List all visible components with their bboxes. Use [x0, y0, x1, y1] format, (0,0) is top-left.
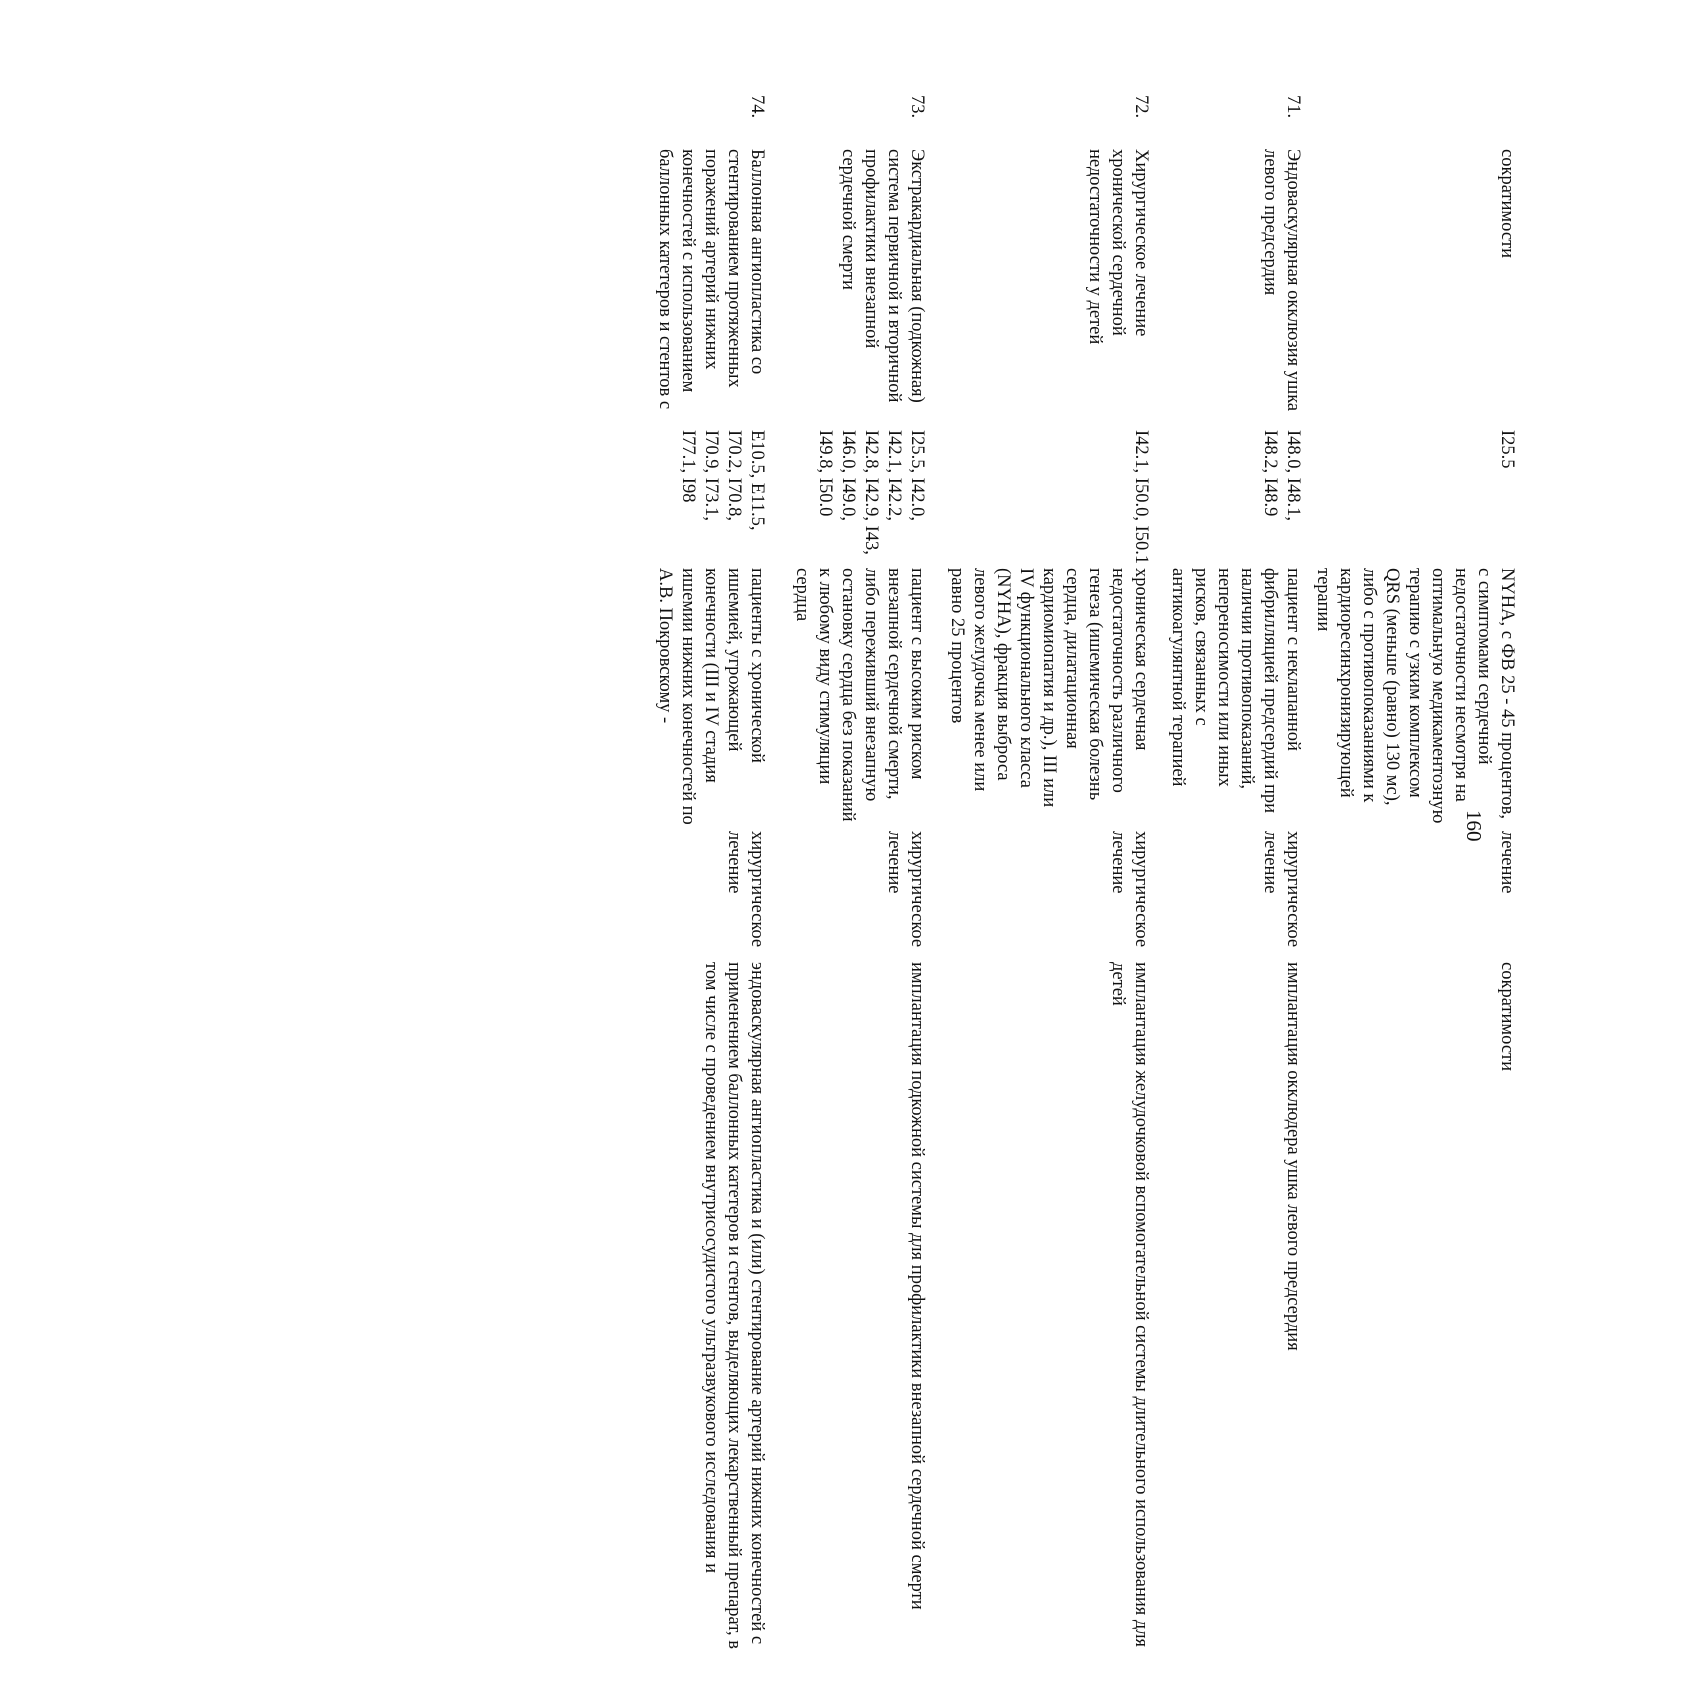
- icd-codes: I42.1, I50.0, I50.1: [1131, 430, 1151, 565]
- procedure-name: Эндоваскулярная окклюзия ушка левого предсердия: [1260, 149, 1303, 412]
- patient-model: пациент с высоким риском внезапной сердечной смерти, либо переживший внезапную остановку сердца без показаний к любому виду стимуляции сердца: [792, 568, 927, 822]
- procedure-name: Хирургическое лечение хронической сердечной недостаточности у детей: [1085, 149, 1151, 345]
- treatment-method: имплантация подкожной системы для профилактики внезапной сердечной смерти: [907, 962, 927, 1610]
- procedure-name: Экстракардиальная (подкожная) система первичной и вторичной профилактики внезапной сердечной смерти: [838, 149, 927, 403]
- page-number: 160: [1462, 810, 1486, 842]
- table-row: [928, 95, 1152, 1650]
- icd-codes: E10.5, E11.5, I70.2, I70.8, I70.9, I73.1, I77.1, I98: [678, 430, 767, 531]
- treatment-method: эндоваскулярная ангиопластика и (или) стентирование артерий нижних конечностей с применением баллонных катетеров и стентов, выделяющих лекарственный препарат, в том числе с проведением внутрисосудистого ультразвукового исследования и: [701, 962, 767, 1649]
- table-row: [1304, 95, 1518, 1650]
- treatment-method: имплантация желудочковой вспомогательной системы длительного использования для детей: [1108, 962, 1151, 1648]
- table-row: [1152, 95, 1304, 1650]
- treatment-method: имплантация окклюдера ушка левого предсердия: [1283, 962, 1303, 1351]
- treatment-type: хирургическое лечение: [884, 831, 927, 948]
- table-row: [768, 95, 928, 1650]
- medical-procedures-table: [608, 95, 1518, 1650]
- treatment-type: хирургическое лечение: [724, 831, 767, 948]
- patient-model: NYHA, с ФВ 25 - 45 процентов, с симптомами сердечной недостаточности несмотря на оптимальную медикаментозную терапию с узким комплексом QRS (меньше (равно) 130 мс), либо с противопоказаниями к кардиоресинхронизирующей терапии: [1313, 568, 1517, 824]
- row-number: 73.: [907, 95, 927, 119]
- icd-codes: I25.5: [1497, 430, 1517, 469]
- patient-model: пациент с неклапанной фибрилляцией предсердий при наличии противопоказаний, непереносимости или иных рисков, связанных с антикоагулянтной терапией: [1168, 568, 1303, 814]
- patient-model: хроническая сердечная недостаточность различного генеза (ишемическая болезнь сердца, дилатационная кардиомиопатия и др.), III или IV функционального класса (NYHA), фракция выброса левого желудочка менее или равно 25 процентов: [947, 568, 1151, 808]
- row-number: 72.: [1131, 95, 1151, 119]
- icd-codes: I48.0, I48.1, I48.2, I48.9: [1260, 430, 1303, 521]
- patient-model: пациенты с хронической ишемией, угрожающей конечности (III и IV стадия ишемии нижних конечностей по А.В. Покровскому -: [655, 568, 767, 825]
- procedure-name: Баллонная ангиопластика со стентированием протяженных поражений артерий нижних конечностей с использованием баллонных катетеров и стентов с: [655, 149, 767, 410]
- treatment-method: сократимости: [1497, 962, 1517, 1072]
- rotated-page: [496, 0, 1696, 1696]
- row-number: 74.: [747, 95, 767, 119]
- procedure-name: сократимости: [1497, 149, 1517, 259]
- treatment-type: хирургическое лечение: [1260, 831, 1303, 948]
- treatment-type: хирургическое лечение: [1108, 831, 1151, 948]
- icd-codes: I25.5, I42.0, I42.1, I42.2, I42.8, I42.9, I43, I46.0, I49.0, I49.8, I50.0: [815, 430, 927, 555]
- row-number: 71.: [1283, 95, 1303, 119]
- treatment-type: лечение: [1497, 831, 1517, 894]
- row-number: [1304, 95, 1518, 149]
- table-row: [608, 95, 768, 1650]
